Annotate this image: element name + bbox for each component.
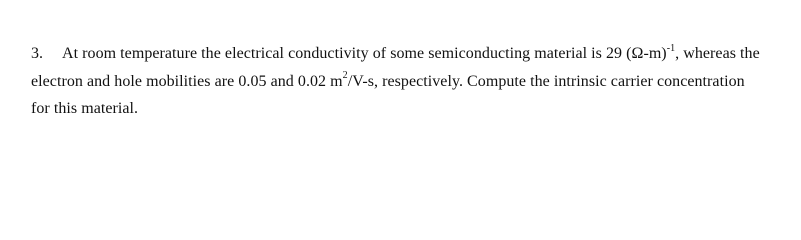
problem-text-2b: /V-s, respectively. Compute the intrinsic carrier concentration [347,72,745,90]
squared-exponent: 2 [342,70,348,82]
problem-text-1a: At room temperature the electrical conductivity of some semiconducting material is 29 (Ω-m) [62,45,667,62]
problem-text-2a: electron and hole mobilities are 0.05 and 0.02 m [31,72,343,90]
problem-statement [31,40,791,123]
problem-line-1 [31,40,791,68]
problem-line-3 [31,95,791,123]
inverse-exponent: -1 [666,42,676,54]
problem-line-2 [31,68,791,96]
problem-number: 3. [31,45,44,62]
problem-text-3: for this material. [31,100,139,117]
problem-text-1b: , whereas the [675,45,760,62]
